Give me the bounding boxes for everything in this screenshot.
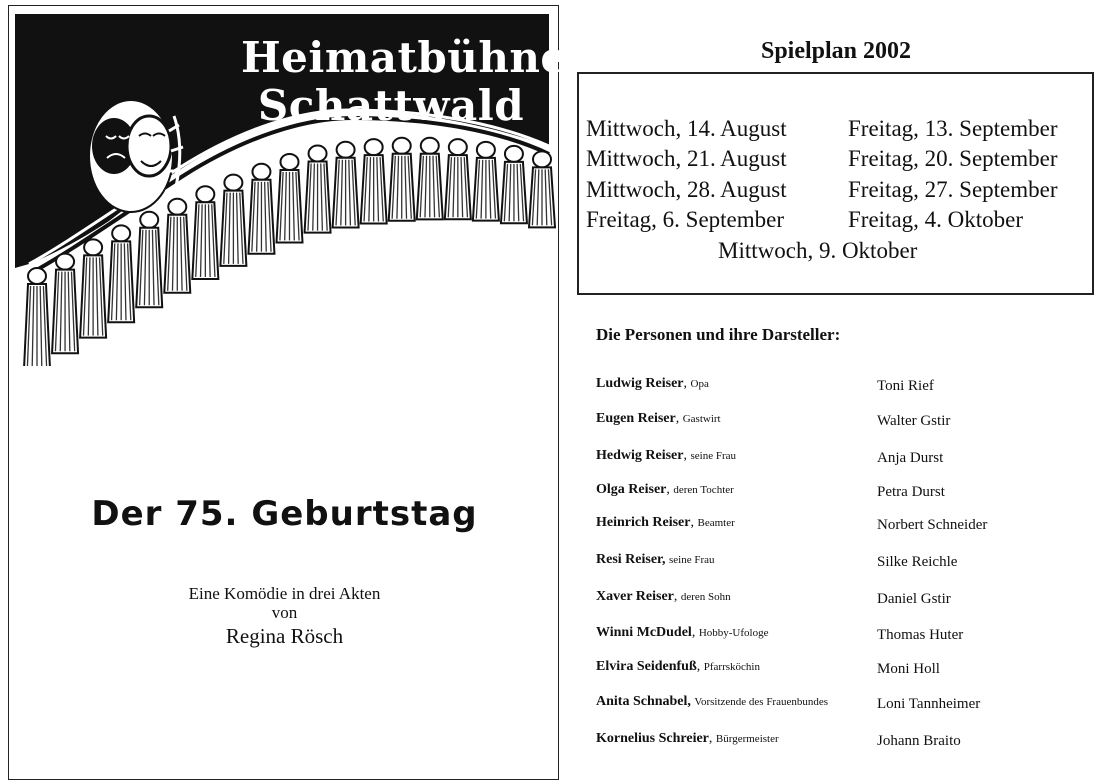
- schedule-date: Freitag, 6. September: [586, 207, 785, 232]
- tassel-knob: [365, 139, 383, 155]
- cast-role: Xaver Reiser, deren Sohn: [596, 589, 731, 604]
- author-name: Regina Rösch: [225, 624, 344, 648]
- character-name: Hedwig Reiser: [596, 448, 684, 463]
- play-title: Der 75. Geburtstag: [91, 494, 478, 534]
- character-name: Xaver Reiser: [596, 589, 674, 604]
- cast-actor: Loni Tannheimer: [877, 696, 981, 712]
- schedule-date: Freitag, 27. September: [848, 177, 1058, 202]
- tassel-knob: [140, 212, 158, 228]
- schedule-date: Mittwoch, 21. August: [586, 146, 787, 171]
- cast-role: Elvira Seidenfuß, Pfarrsköchin: [596, 659, 760, 674]
- cast-role: Eugen Reiser, Gastwirt: [596, 411, 721, 426]
- cast-actor: Johann Braito: [877, 733, 961, 749]
- character-name: Elvira Seidenfuß: [596, 659, 697, 674]
- tassel-knob: [28, 268, 46, 284]
- cast-actor: Thomas Huter: [877, 627, 964, 643]
- schedule-date: Mittwoch, 14. August: [586, 116, 787, 141]
- tassel-knob: [337, 142, 355, 158]
- cast-actor: Anja Durst: [877, 450, 944, 466]
- schedule-date: Mittwoch, 28. August: [586, 177, 787, 202]
- character-name: Anita Schnabel,: [596, 694, 691, 709]
- cast-role: [596, 694, 828, 710]
- tassel-knob: [112, 225, 130, 241]
- character-name: Resi Reiser,: [596, 552, 666, 567]
- cast-role: Olga Reiser, deren Tochter: [596, 482, 734, 497]
- schedule-date: Freitag, 4. Oktober: [848, 207, 1024, 232]
- character-name: Eugen Reiser: [596, 411, 676, 426]
- cast-role: Hedwig Reiser, seine Frau: [596, 448, 736, 463]
- cast-actor: Daniel Gstir: [877, 591, 951, 607]
- tassel-knob: [533, 151, 551, 167]
- tassel-knob: [56, 254, 74, 270]
- character-name: Kornelius Schreier: [596, 731, 709, 746]
- tassel-knob: [393, 138, 411, 154]
- character-desc: deren Tochter: [673, 484, 734, 496]
- by-label: von: [271, 603, 298, 622]
- character-name: Olga Reiser: [596, 482, 667, 497]
- tassel-knob: [477, 142, 495, 158]
- character-desc: deren Sohn: [680, 591, 731, 603]
- character-desc: Hobby-Ufologe: [698, 627, 769, 639]
- brand-name: [241, 33, 568, 130]
- cast-actor: Petra Durst: [877, 484, 945, 500]
- character-desc: Pfarrsköchin: [703, 661, 760, 673]
- play-subtitle: Eine Komödie in drei Akten: [188, 584, 381, 603]
- cast-actor: Toni Rief: [877, 378, 934, 394]
- character-name: Heinrich Reiser: [596, 515, 691, 530]
- cast-role: Kornelius Schreier, Bürgermeister: [596, 731, 779, 746]
- character-name: Winni McDudel: [596, 625, 692, 640]
- character-desc: Beamter: [697, 517, 735, 529]
- tassel-knob: [281, 154, 299, 170]
- cast-role: [596, 552, 714, 568]
- character-name: Ludwig Reiser: [596, 376, 684, 391]
- cast-actor: Moni Holl: [877, 661, 940, 677]
- character-desc: Bürgermeister: [715, 733, 779, 745]
- tassel-knob: [252, 164, 270, 180]
- schedule-date: Freitag, 13. September: [848, 116, 1058, 141]
- brand-line2: Schattwald: [257, 81, 525, 130]
- character-desc: Gastwirt: [682, 413, 721, 425]
- cast-actor: Walter Gstir: [877, 413, 951, 429]
- cast-role: Ludwig Reiser, Opa: [596, 376, 709, 391]
- character-desc: Vorsitzende des Frauenbundes: [694, 696, 829, 708]
- cast-actor: Norbert Schneider: [877, 517, 988, 533]
- schedule-date-last: Mittwoch, 9. Oktober: [718, 238, 918, 263]
- tassel-knob: [196, 186, 214, 202]
- tassel-knob: [168, 199, 186, 215]
- cast-heading: Die Personen und ihre Darsteller:: [596, 325, 841, 344]
- tassel-knob: [309, 146, 327, 162]
- tassel-knob: [421, 138, 439, 154]
- brand-line1: Heimatbühne: [241, 33, 568, 82]
- tassel-knob: [449, 139, 467, 155]
- schedule-title: Spielplan 2002: [760, 38, 912, 64]
- schedule-date: Freitag, 20. September: [848, 146, 1058, 171]
- cast-role: Winni McDudel, Hobby-Ufologe: [596, 625, 769, 640]
- cover-page: [8, 5, 568, 780]
- character-desc: Opa: [690, 378, 709, 390]
- tassel-knob: [505, 146, 523, 162]
- cast-actor: Silke Reichle: [877, 554, 958, 570]
- cast-role: Heinrich Reiser, Beamter: [596, 515, 735, 530]
- character-desc: seine Frau: [690, 450, 736, 462]
- tassel-knob: [224, 175, 242, 191]
- tassel-knob: [84, 239, 102, 255]
- character-desc: seine Frau: [668, 554, 715, 566]
